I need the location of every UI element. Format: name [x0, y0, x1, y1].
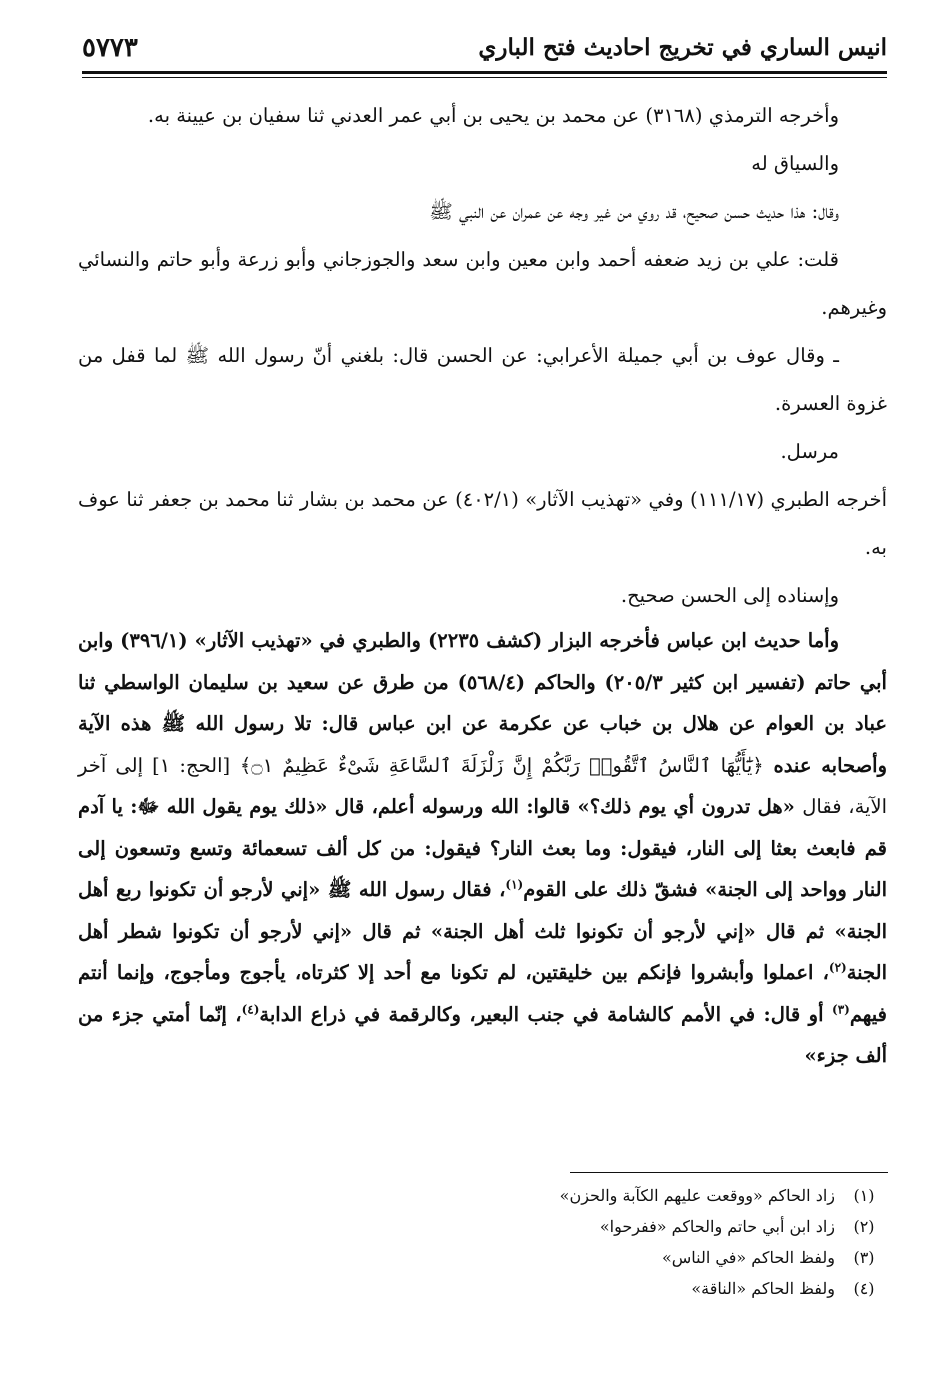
- footnote: [300, 1180, 887, 1211]
- paragraph: وقال: هذا حديث حسن صحيح، قد روي من غير وجه عن عمران عن النبي ﷺ: [429, 200, 839, 223]
- page-number: ٥٧٧٣: [82, 33, 138, 63]
- header-rule-thick: [82, 71, 887, 74]
- header-rule-thin: [82, 77, 887, 78]
- ibn-abbas-hadith: [78, 620, 887, 1077]
- hadith-text: «هل تدرون أي يوم ذلك؟» قالوا: الله ورسوله أعلم، قال «ذلك يوم يقول الله ﷻ: يا آدم قم فابعث بعثا إلى النار، فيقول: وما بعث النار؟ فيقول: من كل ألف تسعمائة وتسع وتسعون إلى النار وواحد إلى الجنة» فشقّ ذلك على القوم: [78, 795, 887, 901]
- paragraph: والسياق له: [751, 152, 839, 175]
- paragraph: قلت: علي بن زيد ضعفه أحمد وابن معين وابن سعد والجوزجاني وأبو زرعة وأبو حاتم والنسائي وغيرهم.: [78, 248, 887, 319]
- footnote-number: (٣): [853, 1248, 875, 1267]
- footnote-rule: [570, 1172, 888, 1173]
- paragraph: ـ وقال عوف بن أبي جميلة الأعرابي: عن الحسن قال: بلغني أنّ رسول الله ﷺ لما قفل من غزوة العسرة.: [78, 344, 887, 415]
- footnote-number: (٢): [853, 1217, 875, 1236]
- hadith-text: ، اعملوا وأبشروا فإنكم بين خليقتين، لم تكونا مع أحد إلا كثرتاه، يأجوج ومأجوج، وإنما أنتم فيهم: [78, 961, 887, 1026]
- footnote-text: ولفظ الحاكم «في الناس»: [661, 1248, 835, 1267]
- footnote-number: (١): [853, 1186, 875, 1205]
- footnotes: [300, 1180, 887, 1304]
- footnote: [300, 1242, 887, 1273]
- quran-verse: ﴿يَٰٓأَيُّهَا ٱلنَّاسُ ٱتَّقُوا۟ رَبَّكُمْ إِنَّ زَلْزَلَةَ ٱلسَّاعَةِ شَىْءٌ عَظِيمٌ ۝١﴾: [239, 753, 764, 777]
- quran-reference: [الحج: ١] إلى آخر الآية، فقال: [78, 753, 887, 818]
- main-text: [78, 92, 887, 1077]
- hadith-lead: وأما حديث ابن عباس فأخرجه البزار (كشف ٢٢٣٥) والطبري في «تهذيب الآثار» (٣٩٦/١) وابن أبي حاتم (تفسير ابن كثير ٢٠٥/٣) والحاكم (٥٦٨/٤) من طرق عن سعيد بن سليمان الواسطي ثنا عباد بن العوام عن هلال بن خباب عن عكرمة عن ابن عباس قال: تلا رسول الله ﷺ هذه الآية وأصحابه عنده: [78, 629, 887, 777]
- footnote: [300, 1273, 887, 1304]
- paragraph: أخرجه الطبري (١١١/١٧) وفي «تهذيب الآثار» (٤٠٢/١) عن محمد بن بشار ثنا محمد بن جعفر ثنا عوف به.: [78, 488, 887, 559]
- footnote-ref: (٢): [828, 960, 847, 975]
- footnote-text: زاد ابن أبي حاتم والحاكم «ففرحوا»: [599, 1217, 835, 1236]
- footnote-ref: (٤): [241, 1002, 260, 1016]
- footnote-number: (٤): [853, 1279, 875, 1298]
- paragraph: وإسناده إلى الحسن صحيح.: [620, 584, 839, 607]
- paragraph: مرسل.: [780, 440, 839, 463]
- hadith-text: ، إنّما أمتي جزء من ألف جزء»: [78, 1002, 887, 1067]
- footnote-text: زاد الحاكم «ووقعت عليهم الكآبة والحزن»: [559, 1186, 835, 1205]
- paragraph: وأخرجه الترمذي (٣١٦٨) عن محمد بن يحيى بن أبي عمر العدني ثنا سفيان بن عيينة به.: [147, 104, 839, 127]
- footnote-text: ولفظ الحاكم «الناقة»: [691, 1279, 835, 1298]
- footnote: [300, 1211, 887, 1242]
- hadith-text: ، فقال رسول الله ﷺ «إني لأرجو أن تكونوا ربع أهل الجنة» ثم قال «إني لأرجو أن تكونوا ثلث أهل الجنة» ثم قال «إني لأرجو أن تكونوا شطر أهل الجنة: [78, 878, 887, 984]
- page-header: [82, 26, 887, 70]
- footnote-ref: (٣): [832, 1002, 850, 1016]
- hadith-text: أو قال: في الأمم كالشامة في جنب البعير، وكالرقمة في ذراع الدابة: [259, 1002, 832, 1026]
- footnote-ref: (١): [505, 877, 524, 892]
- running-title: انيس الساري في تخريج احاديث فتح الباري: [478, 34, 887, 61]
